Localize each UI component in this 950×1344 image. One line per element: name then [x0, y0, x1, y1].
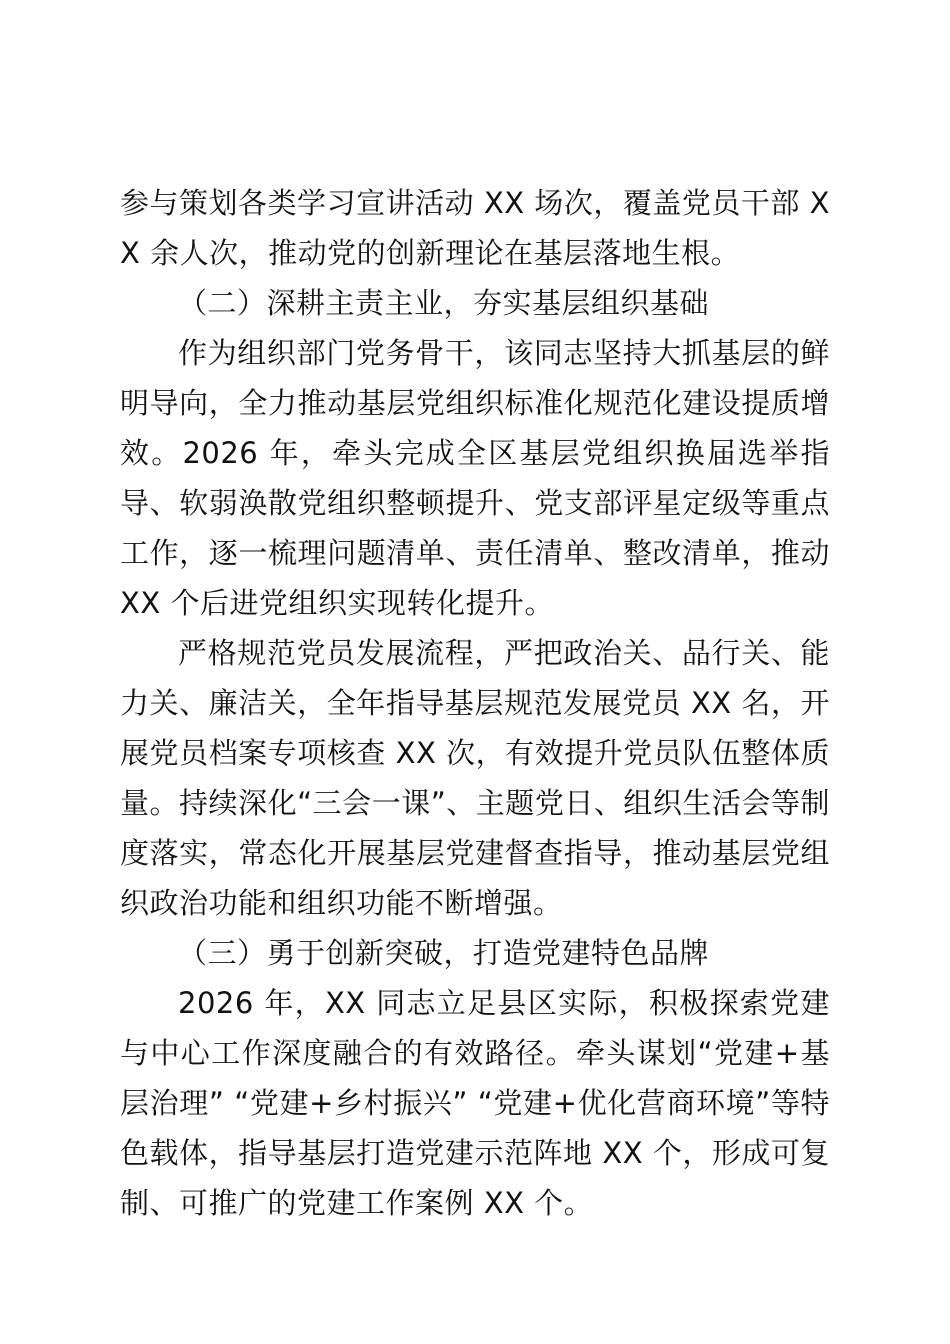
section-heading: （二）深耕主责主业，夯实基层组织基础: [178, 286, 710, 320]
paragraph: 严格规范党员发展流程，严把政治关、品行关、能力关、廉洁关，全年指导基层规范发展党员 XX 名，开展党员档案专项核查 XX 次，有效提升党员队伍整体质量。持续深化“三会一课”、主题党日、组织生活会等制度落实，常态化开展基层党建督查指导，推动基层党组织政治功能和组织功能不断增强。: [120, 636, 830, 920]
paragraph: 2026 年，XX 同志立足县区实际，积极探索党建与中心工作深度融合的有效路径。牵头谋划“党建+基层治理” “党建+乡村振兴” “党建+优化营商环境”等特色载体，指导基层打造党建示范阵地 XX 个，形成可复制、可推广的党建工作案例 XX 个。: [120, 986, 830, 1220]
paragraph: 作为组织部门党务骨干，该同志坚持大抓基层的鲜明导向，全力推动基层党组织标准化规范化建设提质增效。2026 年，牵头完成全区基层党组织换届选举指导、软弱涣散党组织整顿提升、党支部评星定级等重点工作，逐一梳理问题清单、责任清单、整改清单，推动 XX 个后进党组织实现转化提升。: [120, 336, 830, 620]
section-heading: （三）勇于创新突破，打造党建特色品牌: [178, 936, 710, 970]
paragraph: 参与策划各类学习宣讲活动 XX 场次，覆盖党员干部 XX 余人次，推动党的创新理论在基层落地生根。: [120, 186, 830, 270]
document-body: [120, 178, 830, 1228]
